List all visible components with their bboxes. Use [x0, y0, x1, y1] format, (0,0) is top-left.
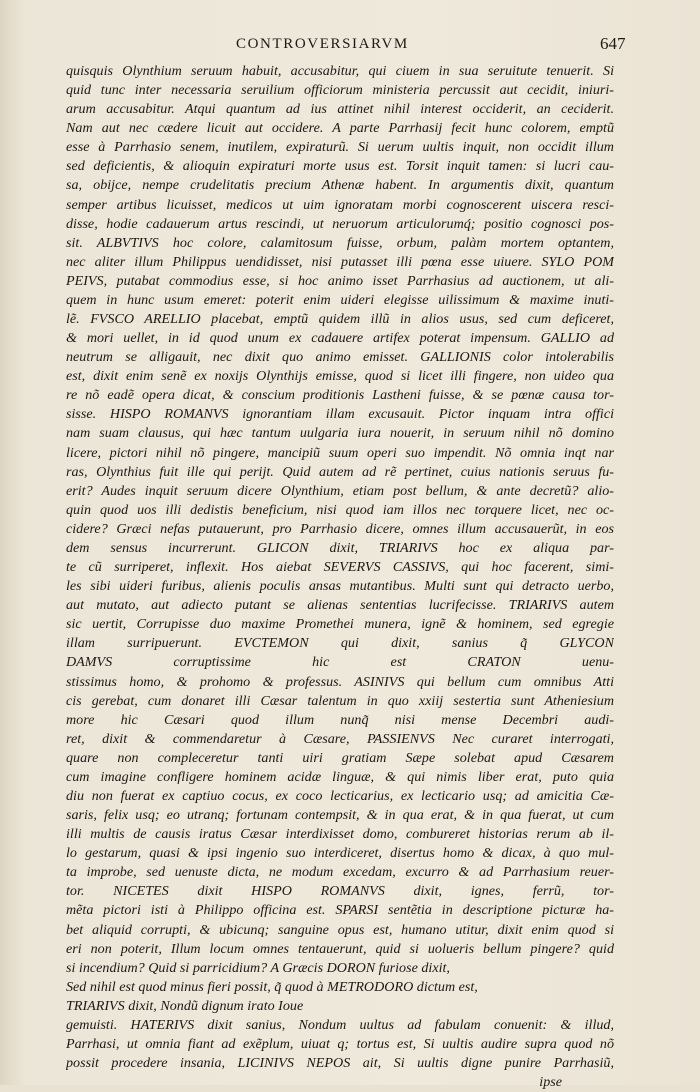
text-line: ipse [539, 1074, 562, 1091]
text-line: tor. NICETES dixit HISPO ROMANVS dixit, ignes, ferrũ, tor- [66, 883, 614, 900]
text-line: cidere? Græci nefas putauerunt, pro Parrhasio dicere, omnes illum accusauerũt, in eos [66, 520, 614, 537]
text-line: illam surripuerunt. EVCTEMON qui dixit, sanius q̃ GLYCON [66, 635, 614, 652]
text-line: si incendium? Quid si parricidium? A Græcis DORON furiose dixit, [66, 959, 450, 976]
text-line: mẽta pictori isti à Philippo officina est. SPARSI sentẽtia in descriptione picturæ ha- [66, 902, 614, 919]
text-line: cis gerebat, cum donaret illi Cæsar talentum in quo xxiij sestertia sunt Atheniesium [66, 692, 614, 709]
text-line: ras, Olynthius fuit ille qui perijt. Quid autem ad rẽ pertinet, cuius nationis seruus fu- [66, 463, 614, 480]
page-number: 647 [600, 34, 626, 53]
text-line: saris, felix usq; eo utranq; fortunam contempsit, & in qua erat, & in qua fuerat, ut cum [66, 807, 614, 824]
text-line: DAMVS corruptissime hic est CRATON uenu- [66, 654, 614, 671]
text-line: neutrum se alligauit, nec dixit quo animo emisset. GALLIONIS color intolerabilis [66, 349, 614, 366]
text-line: PEIVS, putabat commodius esse, si hoc animo isset Parrhasius ad auctionem, ut ali- [66, 272, 614, 289]
text-line: quem in hunc usum emeret: poterit enim uideri elegisse uilissimum & maxime inuti- [66, 291, 614, 308]
text-line: aut mutato, aut adiecto putant se alienas sententias lucrifecisse. TRIARIVS autem [66, 597, 614, 614]
text-line: quin quod uos illi dedistis beneficium, nisi quod iam illos nec torquere licet, nec oc- [66, 501, 614, 518]
text-line: te cũ surriperet, inflexit. Hos aiebat SEVERVS CASSIVS, qui hoc facerent, simi- [66, 559, 614, 576]
text-line: Sed nihil est quod minus fieri possit, q̃ quod à METRODORO dictum est, [66, 978, 478, 995]
text-line: gemuisti. HATERIVS dixit sanius, Nondum uultus ad fabulam conuenit: & illud, [66, 1016, 614, 1033]
text-line: sit. ALBVTIVS hoc colore, calamitosum fuisse, orbum, palàm mortem optantem, [66, 234, 614, 251]
text-line: esse à Parrhasio senem, inutilem, expiraturũ. Si uerum uultis inquit, non occidit illum [66, 139, 614, 156]
text-line: & mori uellet, in id quod unum ex cadauere artifex poterat impensum. GALLIO ad [66, 330, 614, 347]
text-line: possit procedere insania, LICINIVS NEPOS ait, Si uultis digne punire Parrhasiũ, [66, 1055, 614, 1072]
text-line: sic uertit, Corrupisse duo maxime Promethei munera, ignẽ & hominem, sed egregie [66, 616, 614, 633]
text-line: lẽ. FVSCO ARELLIO placebat, emptũ quidem illũ in alios usus, sed cum deficeret, [66, 311, 614, 328]
text-line: illi multis de causis iratus Cæsar interdixisset domo, combureret historias rerum ab il- [66, 826, 614, 843]
text-line: ta improbe, sed uenuste dicta, ne modum excedam, excurro & ad Parrhasium reuer- [66, 864, 614, 881]
text-line: TRIARIVS dixit, Nondũ dignum irato Ioue [66, 997, 304, 1014]
text-line: semper artibus licuisset, medicos ut uim ignoratam morbi cognoscerent uiscera resci- [66, 196, 614, 213]
text-line: Parrhasi, ut omnia fiant ad exẽplum, uiuat q; tortus est, Si uultis audire supra quod nõ [66, 1035, 614, 1052]
text-line: arum accusabitur. Atqui quantum ad ius attinet nihil interest occiderit, an ceciderit. [66, 101, 614, 118]
text-line: sa, obijce, nempe crudelitatis precium Athenæ habent. In argumentis dixit, quantum [66, 177, 614, 194]
text-line: nec aliter illum Philippus uendidisset, nisi putasset illi pœna esse uiuere. SYLO POM [66, 253, 614, 270]
text-line: disse, hodie cadauerum artus rescindi, ut neruorum articulorumq́; positio cognosci pos- [66, 215, 614, 232]
page-header [0, 34, 700, 60]
text-line: diu non fuerat ex captiuo cocus, ex coco lecticarius, ex lecticario usq; ad amicitia Cæ- [66, 787, 614, 804]
text-line: stissimus homo, & prohomo & professus. ASINIVS qui bellum cum omnibus Atti [66, 673, 614, 690]
body-text [66, 62, 614, 1092]
text-line: sisse. HISPO ROMANVS ignorantiam illam excusauit. Pictor inquam intra offici [66, 406, 614, 423]
text-line: sed deficientis, & alioquin expiraturi morte usus est. Torsit inquit tamen: si lucri cau- [66, 158, 614, 175]
text-line: more hic Cæsari quod illum nunq̃ nisi mense Decembri audi- [66, 711, 614, 728]
text-line: quisquis Olynthium seruum habuit, accusabitur, qui ciuem in sua seruitute tenuerit. Si [66, 63, 614, 79]
text-line: eri non poterit, Illum locum omnes tentauerunt, quid si uolueris bellum pingere? quid [66, 940, 614, 957]
text-line: ret, dixit & commendaretur à Cæsare, PASSIENVS Nec curaret interrogati, [66, 730, 614, 747]
text-line: quare non compleceretur tanti uiri gratiam Sæpe solebat apud Cæsarem [66, 749, 614, 766]
text-line: est, dixit enim senẽ ex noxijs Olynthijs emisse, quod si licet illi fingere, non uideo qua [66, 368, 614, 385]
text-line: nam suam clausus, qui hæc tantum uulgaria iura nouerit, in seruum nihil nõ domino [66, 425, 614, 442]
text-line: Nam aut nec cædere licuit aut occidere. A parte Parrhasij fecit hunc colorem, emptũ [66, 120, 614, 137]
running-head: CONTROVERSIARVM [236, 36, 409, 52]
text-line: licere, pictori nihil nõ pingere, mancipiũ suum operi suo impendit. Nõ omnia inqt nar [66, 444, 614, 461]
text-line: re nõ eadẽ opera dicat, & conscium proditionis Lastheni fuisse, & se pœnæ causa tor- [66, 387, 614, 404]
text-line: cum imagine confligere hominem acidæ linguæ, & qui nimis liber erat, puto quia [66, 768, 614, 785]
text-line: lo gestarum, quasi & ipsi ingenio suo interdiceret, disertus homo & dicax, à quo mul- [66, 845, 614, 862]
text-line: bet aliquid corrupti, & ubicunq; sanguine opus est, humano utitur, dixit enim quod si [66, 921, 614, 938]
text-line: les sibi uideri furibus, alienis poculis ansas mutantibus. Multi sunt qui detracto uerbo, [66, 578, 614, 595]
text-line: quid tunc inter necessaria seruilium officiorum ministeria percussit aut cecidit, iniuri- [66, 82, 614, 99]
text-line: erit? Audes inquit seruum dicere Olynthium, etiam post bellum, & ante decretũ? alio- [66, 482, 614, 499]
text-line: dem sensus incurrerunt. GLICON dixit, TRIARIVS hoc ex aliqua par- [66, 539, 614, 556]
